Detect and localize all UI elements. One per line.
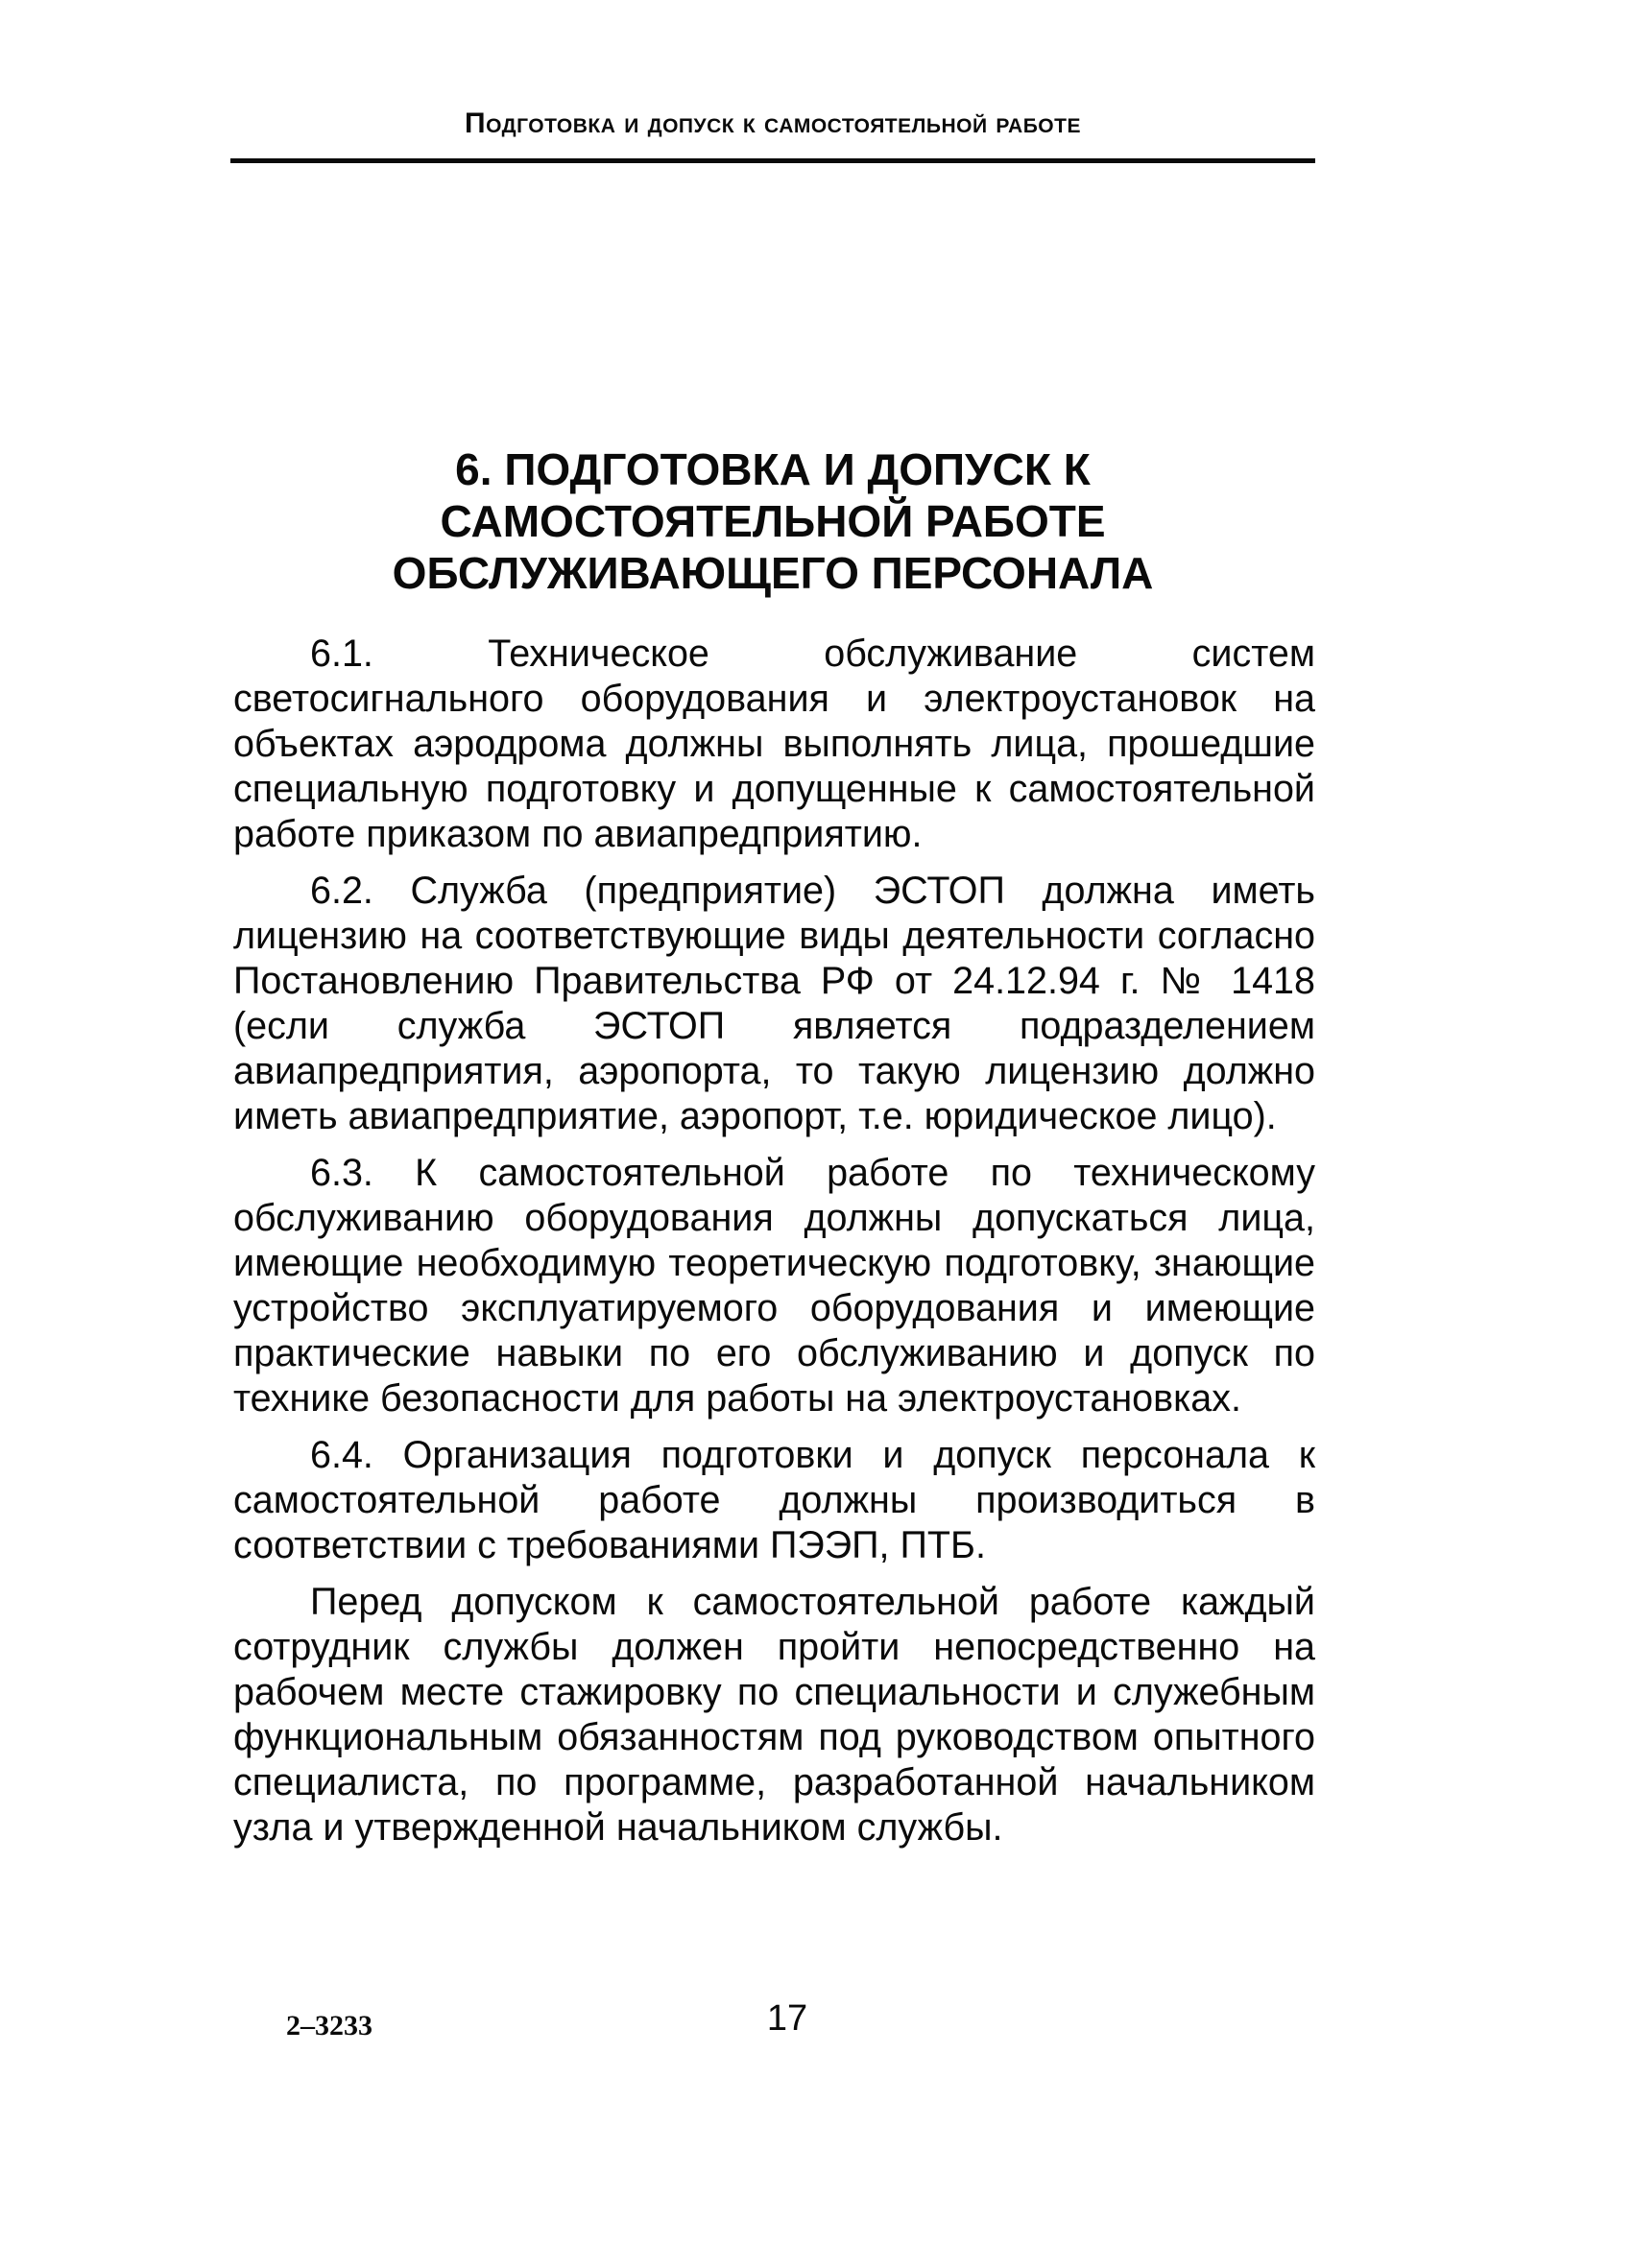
paragraph-6-3: 6.3. К самостоятельной работе по техническому обслуживанию оборудования должны допускаться лица, имеющие необходимую теоретическую подготовку, знающие устройство эксплуатируемого оборудования и имеющие практические навыки по его обслуживанию и допуск по технике безопасности для работы на электроустановках. — [233, 1152, 1315, 1420]
chapter-title-line-2: САМОСТОЯТЕЛЬНОЙ РАБОТЕ — [440, 496, 1106, 546]
chapter-title-line-1: 6. ПОДГОТОВКА И ДОПУСК К — [455, 444, 1091, 494]
chapter-title-line-3: ОБСЛУЖИВАЮЩЕГО ПЕРСОНАЛА — [392, 548, 1154, 598]
paragraph-internship: Перед допуском к самостоятельной работе каждый сотрудник службы должен пройти непосредственно на рабочем месте стажировку по специальности и служебным функциональным обязанностям под руководством опытного специалиста, по программе, разработанной начальником узла и утвержденной начальником службы. — [233, 1581, 1315, 1849]
chapter-title — [230, 443, 1315, 599]
header-rule — [230, 158, 1315, 163]
page-number: 17 — [766, 1998, 808, 2039]
body-text — [233, 632, 1315, 1850]
printer-signature-code: 2–3233 — [286, 2010, 372, 2041]
paragraph-6-2: 6.2. Служба (предприятие) ЭСТОП должна иметь лицензию на соответствующие виды деятельности согласно Постановлению Правительства РФ от 24.12.94 г. № 1418 (если служба ЭСТОП является подразделением авиапредприятия, аэропорта, то такую лицензию должно иметь авиапредприятие, аэропорт, т.е. юридическое лицо). — [233, 870, 1315, 1137]
paragraph-6-4: 6.4. Организация подготовки и допуск персонала к самостоятельной работе должны производиться в соответствии с требованиями ПЭЭП, ПТБ. — [233, 1434, 1315, 1566]
running-header: Подготовка и допуск к самостоятельной работе — [465, 107, 1081, 139]
paragraph-6-1: 6.1. Техническое обслуживание систем светосигнального оборудования и электроустановок на объектах аэродрома должны выполнять лица, прошедшие специальную подготовку и допущенные к самостоятельной работе приказом по авиапредприятию. — [233, 633, 1315, 855]
